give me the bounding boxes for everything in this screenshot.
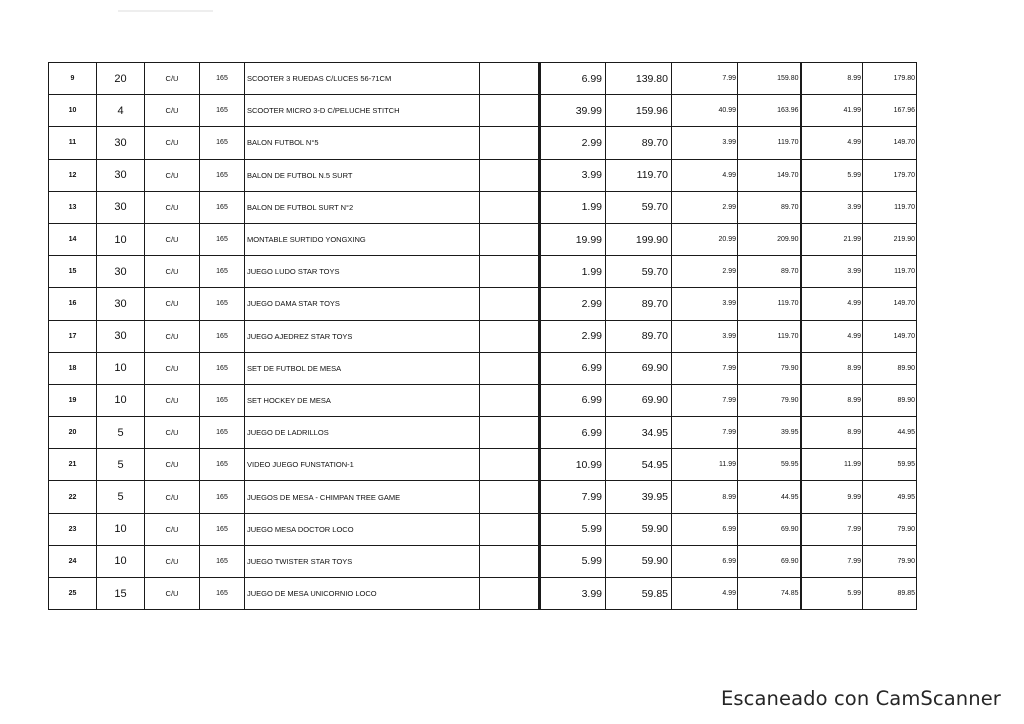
unit-price-1-cell: 7.99: [540, 481, 606, 513]
quantity-cell: 5: [97, 417, 145, 449]
table-row: [49, 191, 917, 223]
total-1-cell: 119.70: [606, 159, 672, 191]
description-cell: JUEGO MESA DOCTOR LOCO: [245, 513, 480, 545]
quantity-cell: 5: [97, 449, 145, 481]
table-row: [49, 578, 917, 610]
unit-price-3-cell: 41.99: [801, 95, 863, 127]
unit-price-1-cell: 6.99: [540, 63, 606, 95]
unit-price-1-cell: 6.99: [540, 417, 606, 449]
unit-price-1-cell: 6.99: [540, 384, 606, 416]
table-row: [49, 127, 917, 159]
total-1-cell: 59.90: [606, 513, 672, 545]
unit-price-2-cell: 3.99: [672, 320, 738, 352]
description-cell: JUEGO DE MESA UNICORNIO LOCO: [245, 578, 480, 610]
row-index: 11: [49, 127, 97, 159]
total-2-cell: 209.90: [738, 223, 801, 255]
scan-edge-mark: [118, 10, 213, 12]
code-cell: 165: [200, 449, 245, 481]
unit-price-2-cell: 7.99: [672, 417, 738, 449]
total-1-cell: 89.70: [606, 127, 672, 159]
quantity-cell: 30: [97, 288, 145, 320]
description-cell: JUEGO AJEDREZ STAR TOYS: [245, 320, 480, 352]
table-row: [49, 417, 917, 449]
code-cell: 165: [200, 352, 245, 384]
total-2-cell: 74.85: [738, 578, 801, 610]
unit-price-3-cell: 8.99: [801, 352, 863, 384]
description-cell: SET HOCKEY DE MESA: [245, 384, 480, 416]
table-row: [49, 95, 917, 127]
total-1-cell: 34.95: [606, 417, 672, 449]
total-2-cell: 119.70: [738, 320, 801, 352]
total-2-cell: 79.90: [738, 384, 801, 416]
total-3-cell: 44.95: [863, 417, 917, 449]
total-1-cell: 159.96: [606, 95, 672, 127]
total-1-cell: 69.90: [606, 352, 672, 384]
description-cell: BALON DE FUTBOL N.5 SURT: [245, 159, 480, 191]
unit-cell: C/U: [145, 449, 200, 481]
row-index: 10: [49, 95, 97, 127]
unit-price-1-cell: 10.99: [540, 449, 606, 481]
unit-cell: C/U: [145, 481, 200, 513]
unit-price-1-cell: 2.99: [540, 127, 606, 159]
quantity-cell: 10: [97, 384, 145, 416]
table-row: [49, 320, 917, 352]
total-3-cell: 149.70: [863, 320, 917, 352]
unit-cell: C/U: [145, 63, 200, 95]
description-cell: VIDEO JUEGO FUNSTATION-1: [245, 449, 480, 481]
unit-price-2-cell: 3.99: [672, 288, 738, 320]
row-index: 22: [49, 481, 97, 513]
unit-price-1-cell: 6.99: [540, 352, 606, 384]
description-cell: SCOOTER 3 RUEDAS C/LUCES 56-71CM: [245, 63, 480, 95]
total-2-cell: 89.70: [738, 256, 801, 288]
code-cell: 165: [200, 513, 245, 545]
code-cell: 165: [200, 288, 245, 320]
row-index: 19: [49, 384, 97, 416]
quantity-cell: 30: [97, 320, 145, 352]
total-1-cell: 89.70: [606, 288, 672, 320]
unit-price-3-cell: 7.99: [801, 545, 863, 577]
blank-cell: [480, 223, 540, 255]
blank-cell: [480, 449, 540, 481]
row-index: 17: [49, 320, 97, 352]
unit-price-2-cell: 40.99: [672, 95, 738, 127]
blank-cell: [480, 481, 540, 513]
row-index: 21: [49, 449, 97, 481]
total-2-cell: 69.90: [738, 545, 801, 577]
total-1-cell: 89.70: [606, 320, 672, 352]
description-cell: JUEGO TWISTER STAR TOYS: [245, 545, 480, 577]
description-cell: MONTABLE SURTIDO YONGXING: [245, 223, 480, 255]
unit-price-3-cell: 21.99: [801, 223, 863, 255]
description-cell: JUEGO LUDO STAR TOYS: [245, 256, 480, 288]
total-3-cell: 179.70: [863, 159, 917, 191]
quantity-cell: 20: [97, 63, 145, 95]
unit-price-2-cell: 8.99: [672, 481, 738, 513]
code-cell: 165: [200, 63, 245, 95]
total-3-cell: 219.90: [863, 223, 917, 255]
unit-price-3-cell: 4.99: [801, 320, 863, 352]
blank-cell: [480, 191, 540, 223]
quantity-cell: 4: [97, 95, 145, 127]
code-cell: 165: [200, 320, 245, 352]
unit-price-1-cell: 39.99: [540, 95, 606, 127]
price-list-table: [48, 62, 917, 610]
row-index: 25: [49, 578, 97, 610]
quantity-cell: 10: [97, 223, 145, 255]
blank-cell: [480, 545, 540, 577]
total-1-cell: 39.95: [606, 481, 672, 513]
total-1-cell: 59.70: [606, 191, 672, 223]
total-1-cell: 69.90: [606, 384, 672, 416]
unit-price-1-cell: 5.99: [540, 545, 606, 577]
unit-price-3-cell: 4.99: [801, 127, 863, 159]
total-2-cell: 119.70: [738, 288, 801, 320]
unit-price-2-cell: 3.99: [672, 127, 738, 159]
unit-price-3-cell: 8.99: [801, 384, 863, 416]
total-3-cell: 59.95: [863, 449, 917, 481]
unit-price-1-cell: 3.99: [540, 159, 606, 191]
row-index: 9: [49, 63, 97, 95]
blank-cell: [480, 352, 540, 384]
total-1-cell: 199.90: [606, 223, 672, 255]
blank-cell: [480, 578, 540, 610]
unit-price-2-cell: 7.99: [672, 384, 738, 416]
total-2-cell: 149.70: [738, 159, 801, 191]
description-cell: BALON DE FUTBOL SURT N°2: [245, 191, 480, 223]
total-3-cell: 89.85: [863, 578, 917, 610]
unit-price-3-cell: 5.99: [801, 578, 863, 610]
code-cell: 165: [200, 127, 245, 159]
code-cell: 165: [200, 95, 245, 127]
unit-price-2-cell: 7.99: [672, 63, 738, 95]
total-3-cell: 119.70: [863, 256, 917, 288]
total-2-cell: 44.95: [738, 481, 801, 513]
unit-price-2-cell: 4.99: [672, 578, 738, 610]
quantity-cell: 10: [97, 352, 145, 384]
blank-cell: [480, 320, 540, 352]
table-row: [49, 288, 917, 320]
unit-price-2-cell: 6.99: [672, 545, 738, 577]
blank-cell: [480, 384, 540, 416]
description-cell: SET DE FUTBOL DE MESA: [245, 352, 480, 384]
table-row: [49, 63, 917, 95]
row-index: 13: [49, 191, 97, 223]
blank-cell: [480, 63, 540, 95]
unit-price-3-cell: 4.99: [801, 288, 863, 320]
unit-cell: C/U: [145, 159, 200, 191]
unit-cell: C/U: [145, 578, 200, 610]
row-index: 15: [49, 256, 97, 288]
code-cell: 165: [200, 384, 245, 416]
quantity-cell: 10: [97, 545, 145, 577]
unit-price-3-cell: 3.99: [801, 256, 863, 288]
unit-price-1-cell: 1.99: [540, 191, 606, 223]
description-cell: BALON FUTBOL N°5: [245, 127, 480, 159]
total-3-cell: 149.70: [863, 127, 917, 159]
unit-price-3-cell: 7.99: [801, 513, 863, 545]
unit-price-2-cell: 20.99: [672, 223, 738, 255]
unit-price-2-cell: 11.99: [672, 449, 738, 481]
row-index: 23: [49, 513, 97, 545]
total-2-cell: 89.70: [738, 191, 801, 223]
table-row: [49, 256, 917, 288]
unit-price-2-cell: 2.99: [672, 256, 738, 288]
table-row: [49, 352, 917, 384]
unit-price-2-cell: 2.99: [672, 191, 738, 223]
unit-cell: C/U: [145, 95, 200, 127]
table-row: [49, 384, 917, 416]
unit-cell: C/U: [145, 256, 200, 288]
unit-cell: C/U: [145, 127, 200, 159]
code-cell: 165: [200, 578, 245, 610]
unit-price-1-cell: 3.99: [540, 578, 606, 610]
quantity-cell: 30: [97, 256, 145, 288]
blank-cell: [480, 127, 540, 159]
row-index: 18: [49, 352, 97, 384]
code-cell: 165: [200, 545, 245, 577]
unit-price-3-cell: 3.99: [801, 191, 863, 223]
unit-price-1-cell: 2.99: [540, 320, 606, 352]
unit-price-1-cell: 19.99: [540, 223, 606, 255]
total-3-cell: 119.70: [863, 191, 917, 223]
code-cell: 165: [200, 417, 245, 449]
code-cell: 165: [200, 159, 245, 191]
blank-cell: [480, 288, 540, 320]
unit-cell: C/U: [145, 352, 200, 384]
row-index: 12: [49, 159, 97, 191]
code-cell: 165: [200, 223, 245, 255]
unit-cell: C/U: [145, 288, 200, 320]
total-1-cell: 59.85: [606, 578, 672, 610]
quantity-cell: 30: [97, 127, 145, 159]
unit-cell: C/U: [145, 384, 200, 416]
blank-cell: [480, 256, 540, 288]
total-3-cell: 79.90: [863, 513, 917, 545]
total-1-cell: 54.95: [606, 449, 672, 481]
table-row: [49, 159, 917, 191]
unit-price-3-cell: 5.99: [801, 159, 863, 191]
unit-cell: C/U: [145, 320, 200, 352]
unit-price-1-cell: 5.99: [540, 513, 606, 545]
total-2-cell: 159.80: [738, 63, 801, 95]
unit-price-2-cell: 6.99: [672, 513, 738, 545]
row-index: 20: [49, 417, 97, 449]
unit-price-2-cell: 7.99: [672, 352, 738, 384]
unit-price-3-cell: 8.99: [801, 417, 863, 449]
table-body: [49, 63, 917, 610]
total-3-cell: 49.95: [863, 481, 917, 513]
quantity-cell: 30: [97, 191, 145, 223]
code-cell: 165: [200, 481, 245, 513]
unit-price-3-cell: 11.99: [801, 449, 863, 481]
total-3-cell: 149.70: [863, 288, 917, 320]
quantity-cell: 5: [97, 481, 145, 513]
quantity-cell: 15: [97, 578, 145, 610]
unit-price-1-cell: 1.99: [540, 256, 606, 288]
total-3-cell: 167.96: [863, 95, 917, 127]
total-3-cell: 79.90: [863, 545, 917, 577]
quantity-cell: 10: [97, 513, 145, 545]
unit-price-1-cell: 2.99: [540, 288, 606, 320]
table-row: [49, 545, 917, 577]
row-index: 24: [49, 545, 97, 577]
total-3-cell: 89.90: [863, 352, 917, 384]
unit-price-2-cell: 4.99: [672, 159, 738, 191]
total-1-cell: 139.80: [606, 63, 672, 95]
total-1-cell: 59.90: [606, 545, 672, 577]
row-index: 16: [49, 288, 97, 320]
total-2-cell: 39.95: [738, 417, 801, 449]
table-row: [49, 223, 917, 255]
description-cell: SCOOTER MICRO 3-D C/PELUCHE STITCH: [245, 95, 480, 127]
unit-cell: C/U: [145, 545, 200, 577]
blank-cell: [480, 417, 540, 449]
table-row: [49, 513, 917, 545]
unit-cell: C/U: [145, 417, 200, 449]
code-cell: 165: [200, 256, 245, 288]
total-2-cell: 119.70: [738, 127, 801, 159]
total-2-cell: 59.95: [738, 449, 801, 481]
total-1-cell: 59.70: [606, 256, 672, 288]
total-2-cell: 69.90: [738, 513, 801, 545]
total-3-cell: 179.80: [863, 63, 917, 95]
total-2-cell: 79.90: [738, 352, 801, 384]
table-row: [49, 481, 917, 513]
total-3-cell: 89.90: [863, 384, 917, 416]
blank-cell: [480, 95, 540, 127]
row-index: 14: [49, 223, 97, 255]
description-cell: JUEGO DAMA STAR TOYS: [245, 288, 480, 320]
unit-cell: C/U: [145, 513, 200, 545]
unit-cell: C/U: [145, 223, 200, 255]
camscanner-watermark: Escaneado con CamScanner: [721, 687, 1001, 710]
code-cell: 165: [200, 191, 245, 223]
quantity-cell: 30: [97, 159, 145, 191]
total-2-cell: 163.96: [738, 95, 801, 127]
unit-price-3-cell: 9.99: [801, 481, 863, 513]
unit-price-3-cell: 8.99: [801, 63, 863, 95]
description-cell: JUEGO DE LADRILLOS: [245, 417, 480, 449]
blank-cell: [480, 159, 540, 191]
table-row: [49, 449, 917, 481]
description-cell: JUEGOS DE MESA - CHIMPAN TREE GAME: [245, 481, 480, 513]
blank-cell: [480, 513, 540, 545]
unit-cell: C/U: [145, 191, 200, 223]
